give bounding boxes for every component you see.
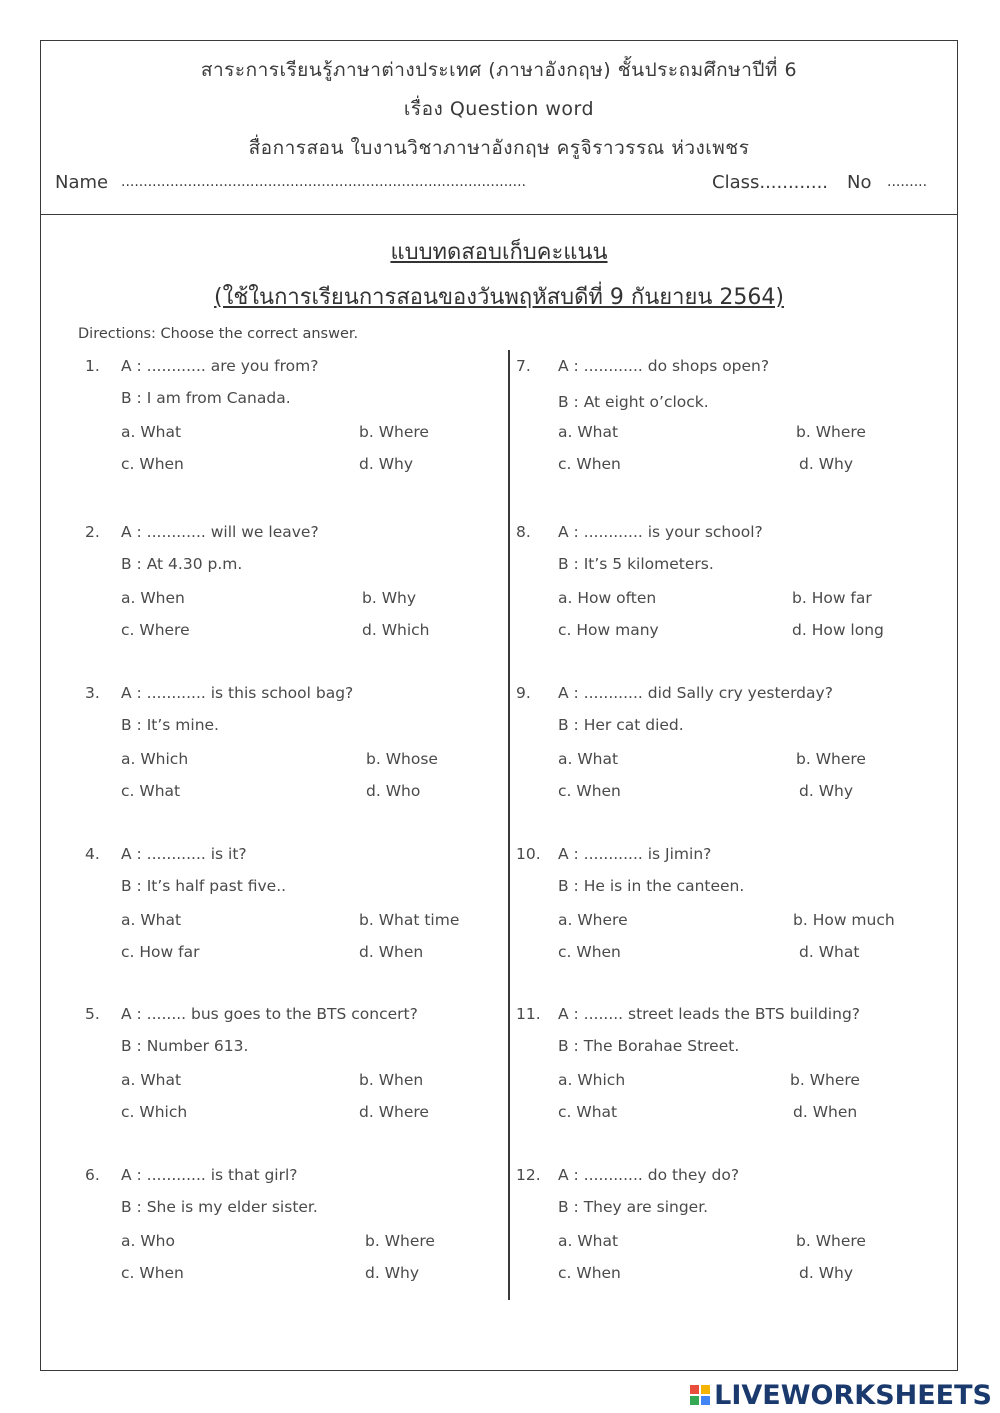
question-prompt: A : ........ bus goes to the BTS concert?	[121, 1005, 418, 1023]
option-a[interactable]: a. Who	[121, 1232, 175, 1250]
liveworksheets-icon	[690, 1385, 710, 1405]
option-a[interactable]: a. When	[121, 589, 185, 607]
option-a[interactable]: a. What	[558, 423, 619, 441]
question-number: 6.	[85, 1166, 100, 1184]
question-prompt: A : ............ is this school bag?	[121, 684, 354, 702]
class-field[interactable]: Class............	[712, 172, 829, 193]
option-d[interactable]: d. Why	[799, 782, 854, 800]
option-b[interactable]: b. How far	[792, 589, 872, 607]
option-b[interactable]: b. Where	[796, 1232, 866, 1250]
option-c[interactable]: c. When	[121, 1264, 184, 1282]
option-b[interactable]: b. Where	[796, 423, 866, 441]
option-c[interactable]: c. Which	[121, 1103, 188, 1121]
option-b[interactable]: b. Whose	[366, 750, 438, 768]
liveworksheets-wordmark: LIVEWORKSHEETS	[714, 1379, 992, 1411]
no-label: No	[847, 172, 872, 193]
column-divider	[508, 350, 510, 1300]
question-answer-line: B : I am from Canada.	[121, 389, 291, 407]
question-number: 12.	[516, 1166, 541, 1184]
question-answer-line: B : At 4.30 p.m.	[121, 555, 243, 573]
question-number: 3.	[85, 684, 100, 702]
option-d[interactable]: d. What	[799, 943, 860, 961]
option-c[interactable]: c. What	[558, 1103, 618, 1121]
question-answer-line: B : It’s 5 kilometers.	[558, 555, 714, 573]
question-number: 8.	[516, 523, 531, 541]
no-field[interactable]: .........	[887, 174, 928, 190]
option-b[interactable]: b. Where	[359, 423, 429, 441]
option-c[interactable]: c. When	[558, 455, 621, 473]
logo-square-green	[690, 1396, 699, 1405]
option-b[interactable]: b. Where	[796, 750, 866, 768]
question-number: 11.	[516, 1005, 541, 1023]
student-info-row	[55, 172, 940, 198]
name-field[interactable]: ...........................................................................................	[121, 174, 526, 190]
question-answer-line: B : He is in the canteen.	[558, 877, 745, 895]
option-d[interactable]: d. Which	[362, 621, 430, 639]
question-answer-line: B : They are singer.	[558, 1198, 709, 1216]
question-answer-line: B : At eight o’clock.	[558, 393, 709, 411]
question-number: 5.	[85, 1005, 100, 1023]
option-d[interactable]: d. Why	[799, 455, 854, 473]
question-number: 7.	[516, 357, 531, 375]
option-d[interactable]: d. Why	[359, 455, 414, 473]
option-b[interactable]: b. What time	[359, 911, 460, 929]
option-d[interactable]: d. Why	[365, 1264, 420, 1282]
question-prompt: A : ............ are you from?	[121, 357, 319, 375]
question-number: 4.	[85, 845, 100, 863]
question-number: 10.	[516, 845, 541, 863]
question-prompt: A : ............ do they do?	[558, 1166, 740, 1184]
option-d[interactable]: d. When	[793, 1103, 858, 1121]
option-c[interactable]: c. When	[558, 943, 621, 961]
option-b[interactable]: b. When	[359, 1071, 424, 1089]
test-title: แบบทดสอบเก็บคะแนน	[390, 240, 608, 265]
header-divider	[40, 214, 958, 215]
option-c[interactable]: c. How far	[121, 943, 200, 961]
option-c[interactable]: c. When	[558, 1264, 621, 1282]
option-c[interactable]: c. What	[121, 782, 181, 800]
directions: Directions: Choose the correct answer.	[78, 326, 359, 342]
question-answer-line: B : Number 613.	[121, 1037, 249, 1055]
option-b[interactable]: b. Where	[790, 1071, 860, 1089]
question-prompt: A : ............ is Jimin?	[558, 845, 712, 863]
name-label: Name	[55, 172, 109, 193]
option-a[interactable]: a. What	[121, 423, 182, 441]
question-prompt: A : ............ is that girl?	[121, 1166, 298, 1184]
option-a[interactable]: a. What	[121, 911, 182, 929]
option-b[interactable]: b. Where	[365, 1232, 435, 1250]
test-date: (ใช้ในการเรียนการสอนของวันพฤหัสบดีที่ 9 กันยายน 2564)	[214, 285, 784, 310]
option-a[interactable]: a. Where	[558, 911, 628, 929]
question-prompt: A : ............ do shops open?	[558, 357, 770, 375]
question-answer-line: B : The Borahae Street.	[558, 1037, 740, 1055]
question-number: 1.	[85, 357, 100, 375]
liveworksheets-logo[interactable]	[690, 1380, 992, 1410]
option-c[interactable]: c. When	[558, 782, 621, 800]
option-b[interactable]: b. How much	[793, 911, 895, 929]
option-d[interactable]: d. Who	[366, 782, 421, 800]
option-d[interactable]: d. Why	[799, 1264, 854, 1282]
option-a[interactable]: a. What	[558, 750, 619, 768]
option-a[interactable]: a. Which	[558, 1071, 626, 1089]
question-prompt: A : ........ street leads the BTS building?	[558, 1005, 861, 1023]
option-a[interactable]: a. How often	[558, 589, 657, 607]
option-c[interactable]: c. How many	[558, 621, 659, 639]
question-answer-line: B : She is my elder sister.	[121, 1198, 318, 1216]
question-answer-line: B : Her cat died.	[558, 716, 684, 734]
question-answer-line: B : It’s mine.	[121, 716, 219, 734]
logo-square-blue	[701, 1396, 710, 1405]
question-prompt: A : ............ is it?	[121, 845, 247, 863]
option-d[interactable]: d. When	[359, 943, 424, 961]
question-answer-line: B : It’s half past five..	[121, 877, 287, 895]
option-d[interactable]: d. How long	[792, 621, 884, 639]
option-c[interactable]: c. When	[121, 455, 184, 473]
option-a[interactable]: a. What	[121, 1071, 182, 1089]
question-number: 2.	[85, 523, 100, 541]
option-a[interactable]: a. What	[558, 1232, 619, 1250]
logo-square-red	[690, 1385, 699, 1394]
logo-square-yellow	[701, 1385, 710, 1394]
option-a[interactable]: a. Which	[121, 750, 189, 768]
question-number: 9.	[516, 684, 531, 702]
teacher-line: สื่อการสอน ใบงานวิชาภาษาอังกฤษ ครูจิราวรรณ ห่วงเพชร	[248, 137, 750, 159]
option-c[interactable]: c. Where	[121, 621, 190, 639]
question-prompt: A : ............ is your school?	[558, 523, 763, 541]
question-prompt: A : ............ did Sally cry yesterday?	[558, 684, 833, 702]
option-d[interactable]: d. Where	[359, 1103, 429, 1121]
subject-line: สาระการเรียนรู้ภาษาต่างประเทศ (ภาษาอังกฤษ) ชั้นประถมศึกษาปีที่ 6	[200, 59, 798, 81]
option-b[interactable]: b. Why	[362, 589, 417, 607]
question-prompt: A : ............ will we leave?	[121, 523, 319, 541]
topic-line: เรื่อง Question word	[403, 98, 595, 120]
